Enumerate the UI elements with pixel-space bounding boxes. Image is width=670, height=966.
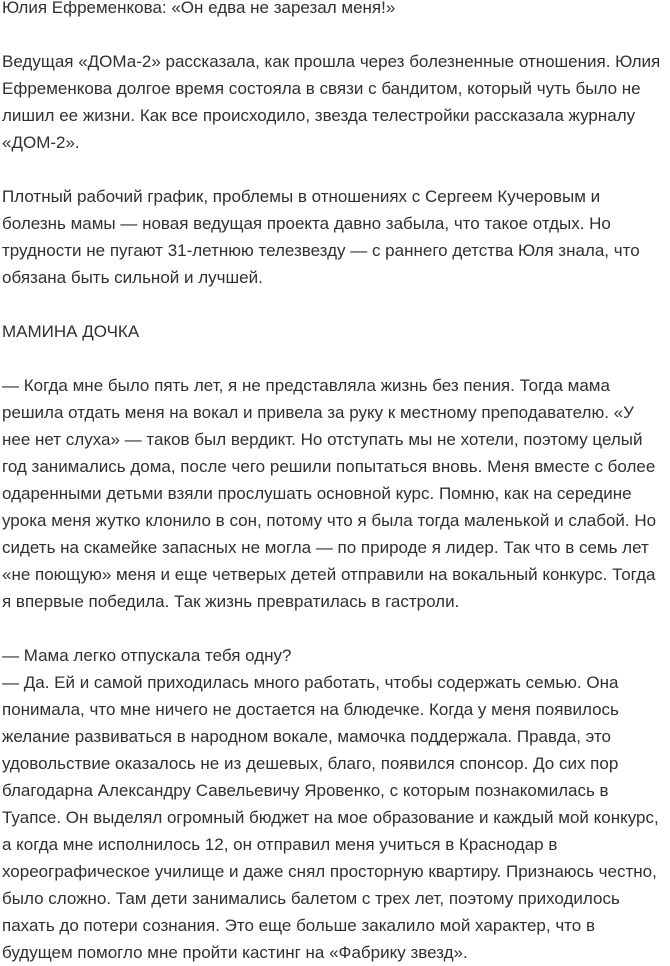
childhood-paragraph: — Когда мне было пять лет, я не представляла жизнь без пения. Тогда мама решила отдать меня на вокал и привела за руку к местному преподавателю. «У нее нет слуха» — таков был вердикт. Но отступать мы не хотели, поэтому целый год занимались дома, после чего решили попытаться вновь. Меня вместе с более одаренными детьми взяли прослушать основной курс. Помню, как на середине урока меня жутко клонило в сон, потому что я была тогда маленькой и слабой. Но сидеть на скамейке запасных не могла — по природе я лидер. Так что в семь лет «не поющую» меня и еще четверых детей отправили на вокальный конкурс. Тогда я впервые победила. Так жизнь превратилась в гастроли. [2, 376, 657, 611]
answer-paragraph: — Да. Ей и самой приходилась много работать, чтобы содержать семью. Она понимала, что мне ничего не достается на блюдечке. Когда у меня появилось желание развиваться в народном вокале, мамочка поддержала. Правда, это удовольствие оказалось не из дешевых, благо, появился спонсор. До сих пор благодарна Александру Савельевичу Яровенко, с которым познакомилась в Туапсе. Он выделял огромный бюджет на мое образование и каждый мой конкурс, а когда мне исполнилось 12, он отправил меня учиться в Краснодар в хореографическое училище и даже снял просторную квартиру. Признаюсь честно, было сложно. Там дети занимались балетом с трех лет, поэтому приходилось пахать до потери сознания. Это еще больше закалило мой характер, что в будущем помогло мне пройти кастинг на «Фабрику звезд». [2, 673, 659, 962]
schedule-paragraph: Плотный рабочий график, проблемы в отношениях с Сергеем Кучеровым и болезнь мамы — новая ведущая проекта давно забыла, что такое отдых. Но трудности не пугают 31-летнюю телезвезду — с раннего детства Юля знала, что обязана быть сильной и лучшей. [2, 187, 640, 287]
article-title: Юлия Ефременкова: «Он едва не зарезал меня!» [2, 0, 396, 17]
question-paragraph: — Мама легко отпускала тебя одну? [2, 646, 292, 665]
section-heading: МАМИНА ДОЧКА [2, 322, 140, 341]
intro-paragraph: Ведущая «ДОМа-2» рассказала, как прошла через болезненные отношения. Юлия Ефременкова долгое время состояла в связи с бандитом, который чуть было не лишил ее жизни. Как все происходило, звезда телестройки рассказала журналу «ДОМ-2». [2, 52, 661, 152]
